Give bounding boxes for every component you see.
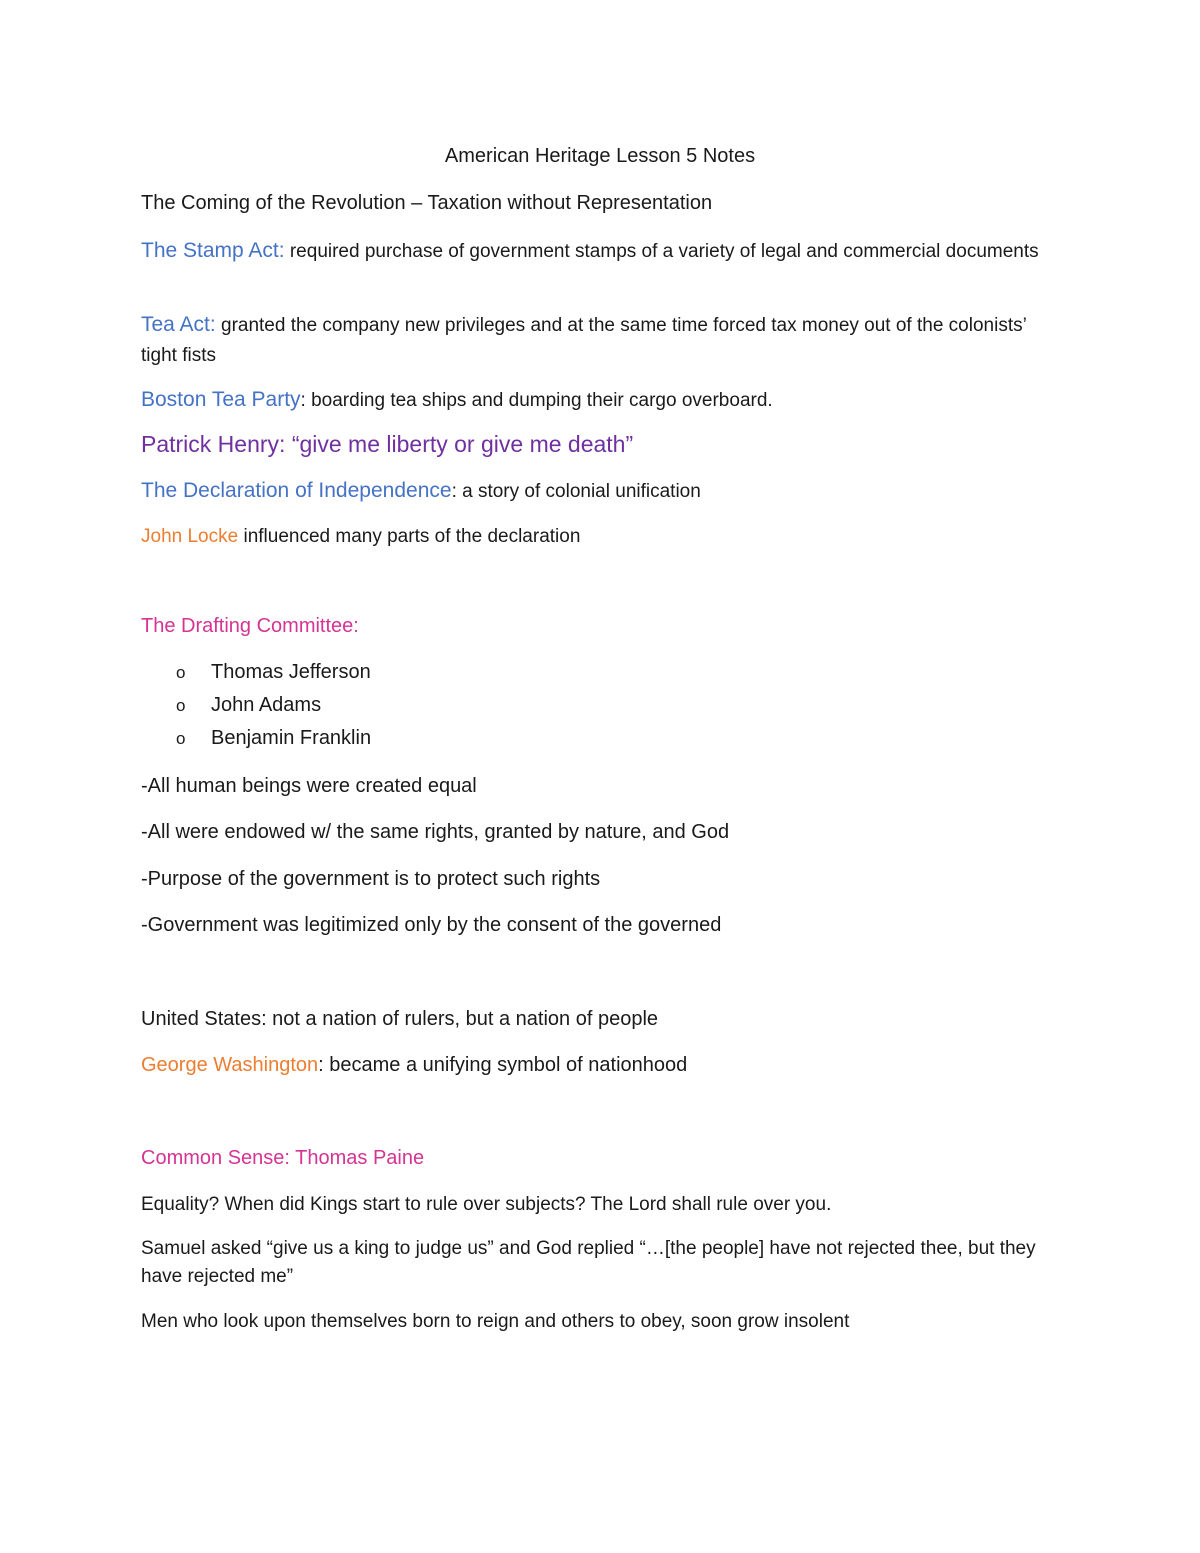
- committee-member: Thomas Jefferson: [211, 661, 371, 683]
- common-sense-line: Equality? When did Kings start to rule over subjects? The Lord shall rule over you.: [141, 1194, 832, 1215]
- committee-member: John Adams: [211, 694, 322, 716]
- stamp-act-term: The Stamp Act:: [141, 239, 285, 262]
- john-locke-text: influenced many parts of the declaration: [238, 526, 581, 547]
- washington-note: [141, 1051, 687, 1079]
- declaration-note: [141, 477, 701, 506]
- tea-act-term: Tea Act:: [141, 313, 216, 336]
- common-sense-line: Men who look upon themselves born to reign and others to obey, soon grow insolent: [141, 1311, 850, 1332]
- boston-tea-party-text: : boarding tea ships and dumping their cargo overboard.: [300, 390, 773, 411]
- document-title: American Heritage Lesson 5 Notes: [444, 145, 756, 167]
- section-heading-revolution: The Coming of the Revolution – Taxation without Representation: [141, 192, 713, 214]
- stamp-act-note: [141, 236, 1041, 267]
- tea-act-text: granted the company new privileges and at the same time forced tax money out of the colonists’ tight fists: [141, 315, 1027, 366]
- list-item: [176, 724, 371, 757]
- principle-line: -All were endowed w/ the same rights, granted by nature, and God: [141, 821, 730, 843]
- common-sense-line: Samuel asked “give us a king to judge us” and God replied “…[the people] have not rejected thee, but they have rejected me”: [141, 1238, 1036, 1287]
- john-locke-term: John Locke: [141, 526, 239, 547]
- stamp-act-text: required purchase of government stamps of a variety of legal and commercial documents: [284, 241, 1039, 262]
- tea-act-note: [141, 310, 1041, 371]
- john-locke-note: [141, 523, 580, 551]
- united-states-note: United States: not a nation of rulers, but a nation of people: [141, 1008, 659, 1030]
- principle-line: -Purpose of the government is to protect such rights: [141, 868, 601, 890]
- bullet-circle-icon: o: [176, 663, 186, 682]
- drafting-committee-heading: The Drafting Committee:: [141, 615, 359, 637]
- boston-tea-party-note: [141, 386, 773, 415]
- list-item: [176, 658, 371, 691]
- committee-member: Benjamin Franklin: [211, 727, 372, 749]
- principle-line: -Government was legitimized only by the consent of the governed: [141, 914, 722, 936]
- washington-text: : became a unifying symbol of nationhood: [318, 1054, 688, 1076]
- declaration-term: The Declaration of Independence: [141, 479, 452, 502]
- washington-term: George Washington: [141, 1054, 319, 1076]
- list-item: [176, 691, 371, 724]
- patrick-henry-quote: Patrick Henry: “give me liberty or give me death”: [141, 431, 634, 457]
- boston-tea-party-term: Boston Tea Party: [141, 388, 301, 411]
- principle-line: -All human beings were created equal: [141, 775, 477, 797]
- common-sense-heading: Common Sense: Thomas Paine: [141, 1147, 425, 1169]
- bullet-circle-icon: o: [176, 696, 186, 715]
- declaration-text: : a story of colonial unification: [451, 481, 701, 502]
- drafting-committee-list: [176, 658, 371, 757]
- bullet-circle-icon: o: [176, 729, 186, 748]
